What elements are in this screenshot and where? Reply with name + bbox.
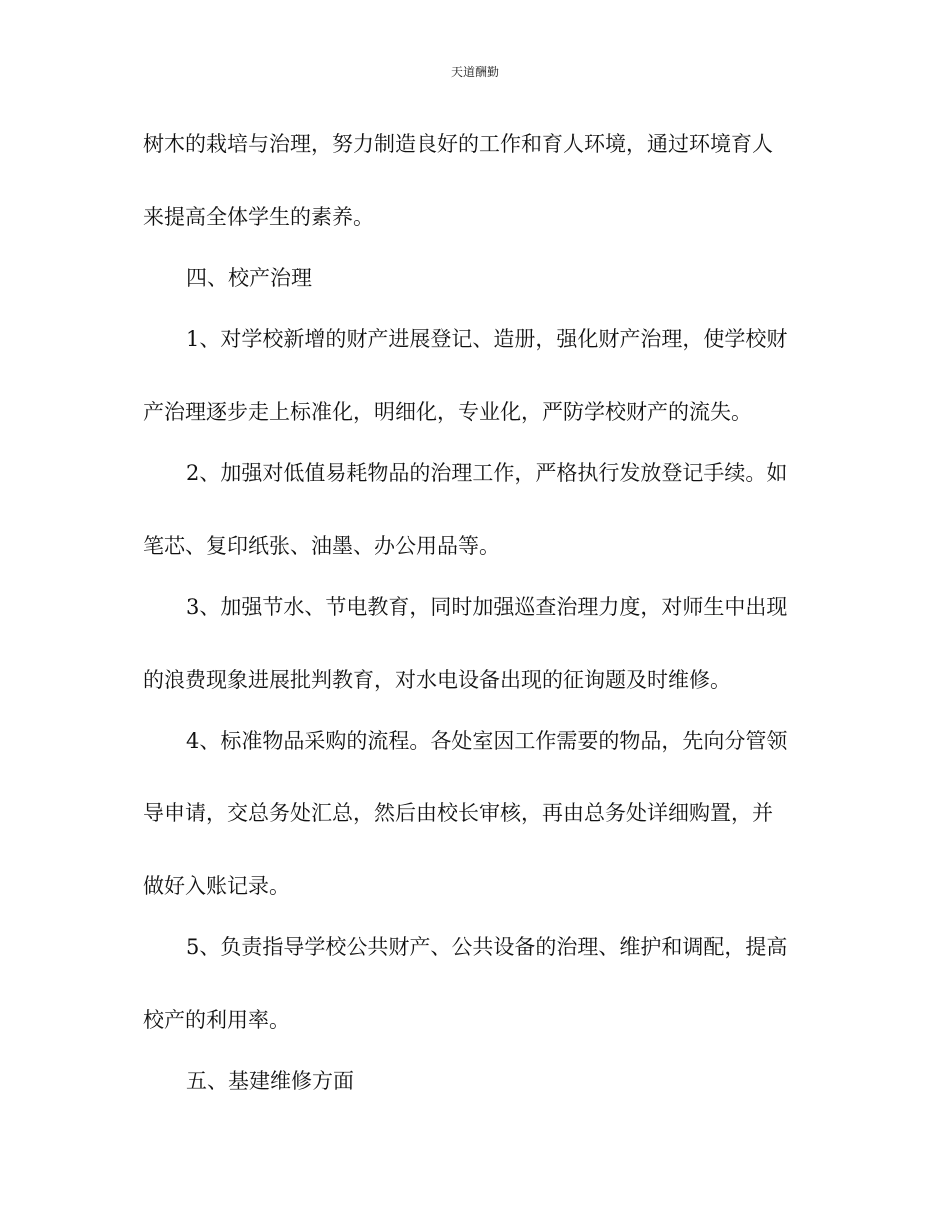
list-item-line: 5、负责指导学校公共财产、公共设备的治理、维护和调配，提高 [186,935,788,959]
body-line: 产治理逐步走上标准化，明细化，专业化，严防学校财产的流失。 [143,400,752,424]
body-line: 做好入账记录。 [143,874,290,898]
section-heading: 四、校产治理 [186,266,312,290]
page-header: 天道酬勤 [450,65,499,79]
body-line: 的浪费现象进展批判教育，对水电设备出现的征询题及时维修。 [143,668,731,692]
list-item-line: 2、加强对低值易耗物品的治理工作，严格执行发放登记手续。如 [186,461,788,485]
body-line: 来提高全体学生的素养。 [143,205,374,229]
body-line: 树木的栽培与治理，努力制造良好的工作和育人环境，通过环境育人 [143,132,773,156]
list-item-line: 4、标准物品采购的流程。各处室因工作需要的物品，先向分管领 [186,729,788,753]
body-line: 校产的利用率。 [143,1008,290,1032]
body-line: 笔芯、复印纸张、油墨、办公用品等。 [143,534,500,558]
list-item-line: 1、对学校新增的财产进展登记、造册，强化财产治理，使学校财 [186,327,788,351]
section-heading: 五、基建维修方面 [186,1069,354,1093]
body-line: 导申请，交总务处汇总，然后由校长审核，再由总务处详细购置，并 [143,801,773,825]
list-item-line: 3、加强节水、节电教育，同时加强巡查治理力度，对师生中出现 [186,595,788,619]
